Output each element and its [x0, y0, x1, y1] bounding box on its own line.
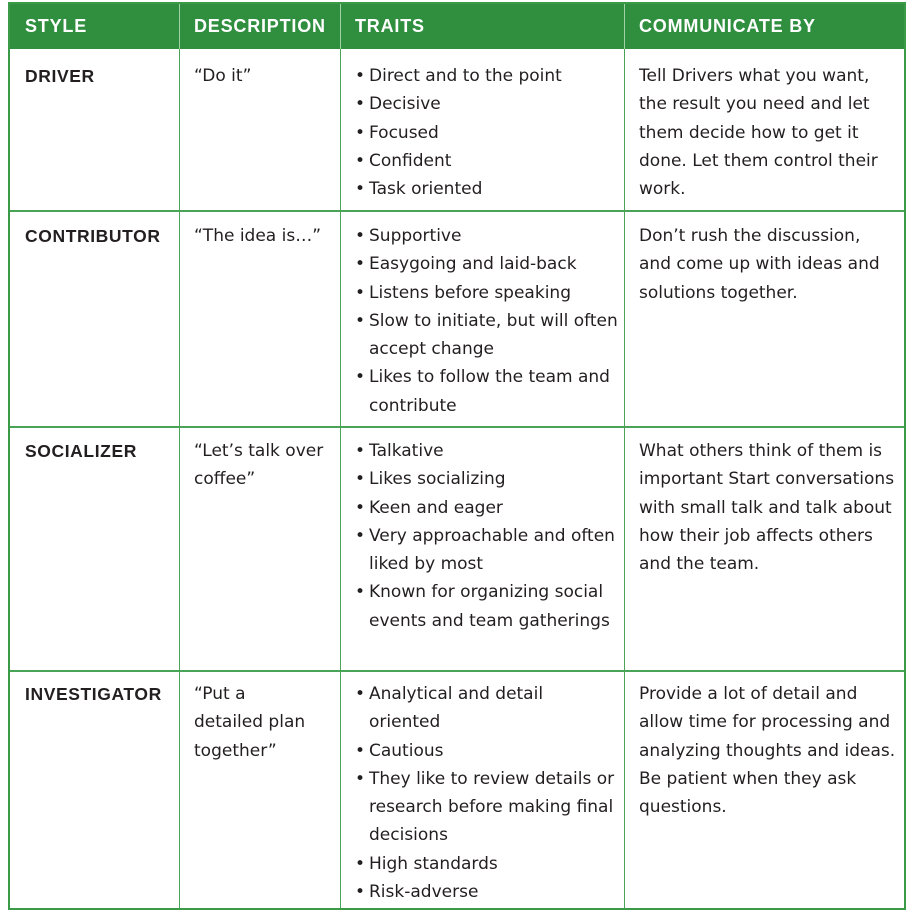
trait-item: • Analytical and detail oriented: [353, 680, 619, 737]
trait-item: • Known for organizing social events and team gatherings: [353, 578, 619, 635]
style-driver: DRIVER: [25, 66, 95, 86]
trait-item: • Very approachable and often liked by most: [353, 522, 619, 579]
header-divider: [179, 4, 180, 49]
trait-item: • Task oriented: [353, 175, 619, 203]
trait-item: • Supportive: [353, 222, 619, 250]
trait-item: • Likes socializing: [353, 465, 619, 493]
header-traits: TRAITS: [355, 16, 425, 36]
description-driver: “Do it”: [194, 66, 252, 86]
traits-driver: [353, 62, 619, 203]
row-divider: [10, 426, 904, 428]
communicate-contributor: Don’t rush the discussion, and come up with ideas and solutions together.: [639, 226, 880, 303]
trait-item: • Direct and to the point: [353, 62, 619, 90]
trait-item: • High standards: [353, 850, 619, 878]
header-description: DESCRIPTION: [194, 16, 326, 36]
table-header: [10, 4, 904, 49]
communicate-investigator: Provide a lot of detail and allow time for processing and analyzing thoughts and ideas. Be patient when they ask questions.: [639, 684, 896, 818]
header-communicate-by: COMMUNICATE BY: [639, 16, 816, 36]
trait-item: • Risk-adverse: [353, 878, 619, 906]
description-investigator: “Put a detailed plan together”: [194, 684, 306, 761]
trait-item: • Keen and eager: [353, 494, 619, 522]
description-contributor: “The idea is…”: [194, 226, 322, 246]
trait-item: • Cautious: [353, 737, 619, 765]
column-divider: [340, 49, 341, 908]
column-divider: [624, 49, 625, 908]
trait-item: • Focused: [353, 119, 619, 147]
trait-item: • Listens before speaking: [353, 279, 619, 307]
column-divider: [179, 49, 180, 908]
row-divider: [10, 210, 904, 212]
communicate-driver: Tell Drivers what you want, the result you need and let them decide how to get it done. Let them control their work.: [639, 66, 878, 200]
style-contributor: CONTRIBUTOR: [25, 226, 161, 246]
description-socializer: “Let’s talk over coffee”: [194, 441, 324, 490]
trait-item: • Easygoing and laid-back: [353, 250, 619, 278]
communicate-socializer: What others think of them is important Start conversations with small talk and talk about how their job affects others and the team.: [639, 441, 895, 575]
traits-socializer: [353, 437, 619, 635]
style-socializer: SOCIALIZER: [25, 441, 137, 461]
header-divider: [624, 4, 625, 49]
header-divider: [340, 4, 341, 49]
traits-contributor: [353, 222, 619, 420]
trait-item: • Likes to follow the team and contribute: [353, 363, 619, 420]
trait-item: • Slow to initiate, but will often accept change: [353, 307, 619, 364]
trait-item: • Decisive: [353, 90, 619, 118]
trait-item: • Talkative: [353, 437, 619, 465]
trait-item: • They like to review details or research before making final decisions: [353, 765, 619, 850]
trait-item: • Confident: [353, 147, 619, 175]
style-investigator: INVESTIGATOR: [25, 684, 162, 704]
communication-styles-table: [8, 2, 906, 910]
header-style: STYLE: [25, 16, 88, 36]
traits-investigator: [353, 680, 619, 906]
row-divider: [10, 670, 904, 672]
